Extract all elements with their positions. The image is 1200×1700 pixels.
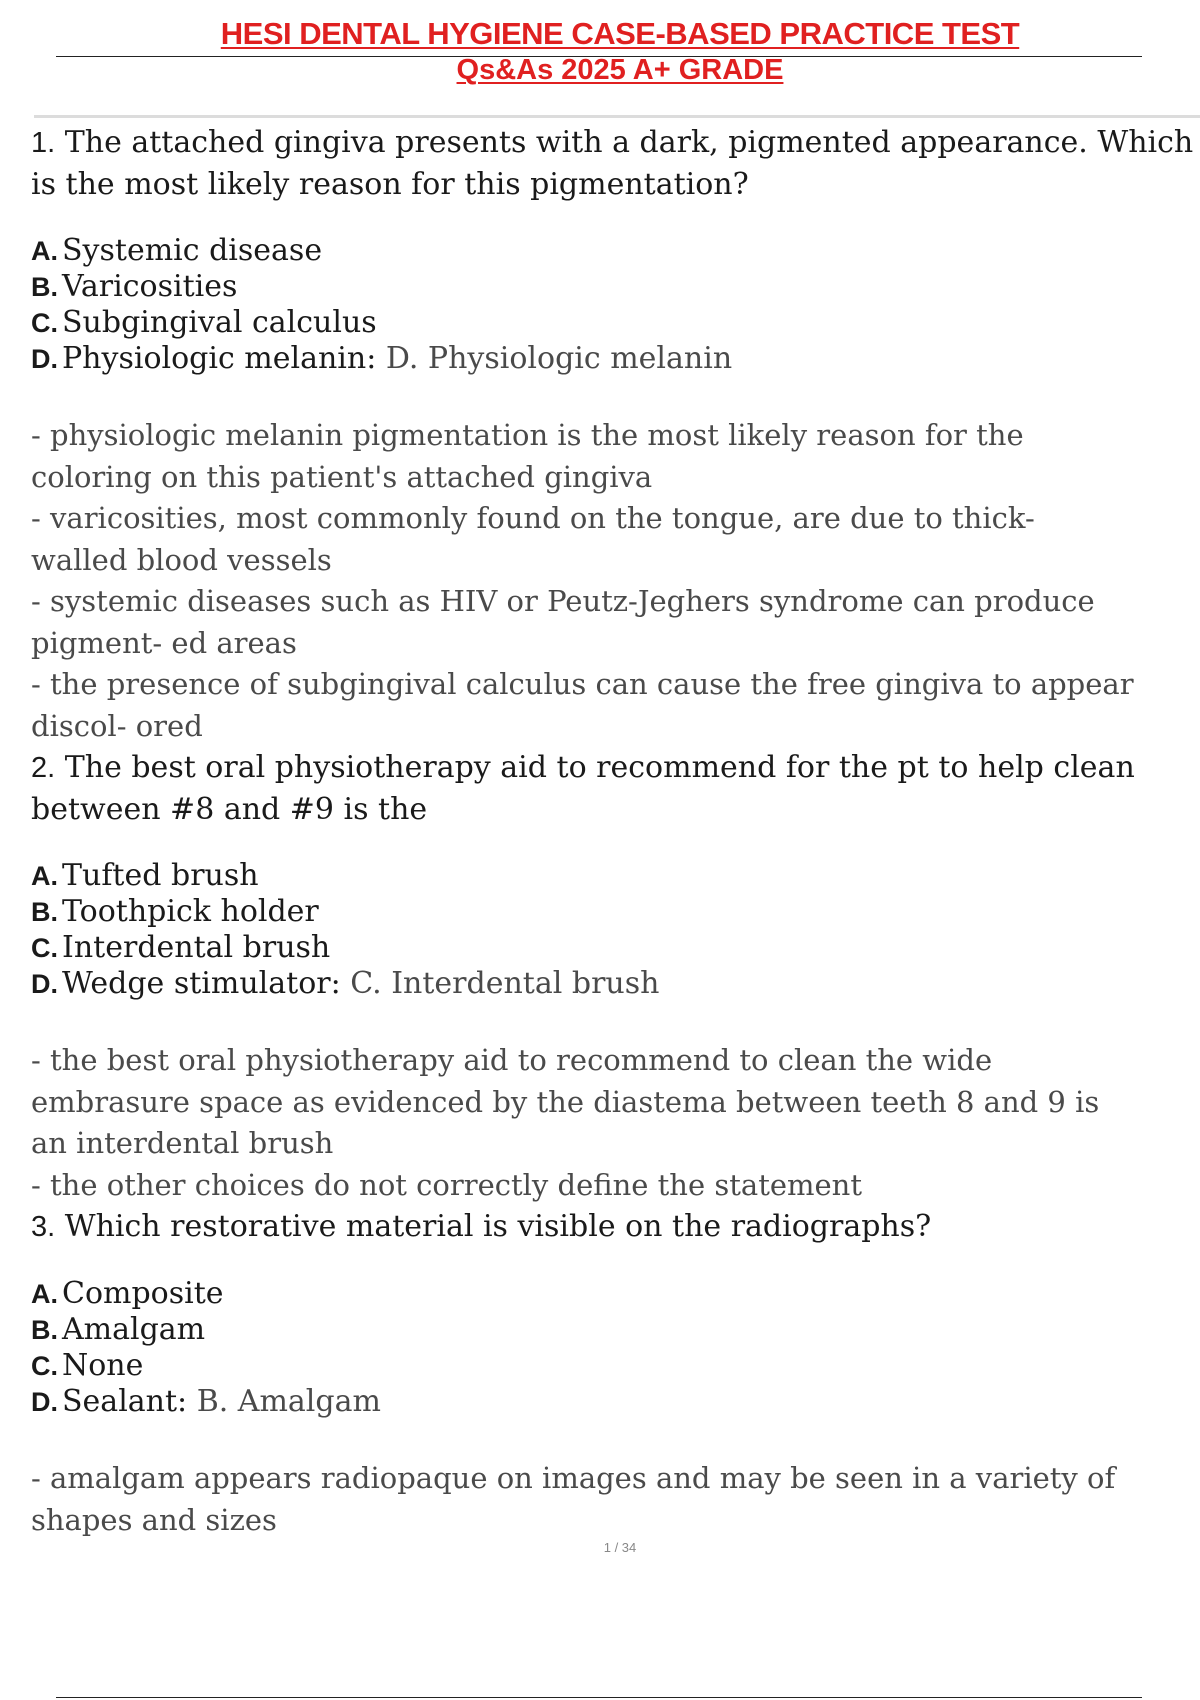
page-number: 1 / 34 [603,1540,637,1555]
content-separator [34,115,1200,118]
document-subtitle: Qs&As 2025 A+ GRADE [456,54,784,86]
option-b: B. Varicosities [31,269,238,304]
explanation: - the best oral physiotherapy aid to recommend to clean the wide embrasure space as evidenced by the diastema between teeth 8 and 9 is an interdental brush - the other choices do not correctly define the statement [31,1043,1100,1202]
option-b: B. Toothpick holder [31,894,319,929]
question-2 [31,747,1200,1206]
question-3 [31,1206,1200,1541]
answer-options [31,233,1200,377]
footer-rule [56,1697,1142,1698]
option-d: D. Sealant: B. Amalgam [31,1384,381,1419]
option-a: A. Composite [31,1276,224,1311]
option-a: A. Tufted brush [31,858,259,893]
explanation: - physiologic melanin pigmentation is the most likely reason for the coloring on this patient's attached gingiva - varicosities, most commonly found on the tongue, are due to thick- walled blood vessels - systemic diseases such as HIV or Peutz-Jeghers syndrome can produce pigment- ed areas - the presence of subgingival calculus can cause the free gingiva to appear discol- ored [31,418,1134,743]
question-1 [31,122,1200,747]
question-text: 2. The best oral physiotherapy aid to recommend for the pt to help clean between #8 and #9 is the [31,750,1135,827]
question-text: 3. Which restorative material is visible on the radiographs? [31,1209,932,1244]
answer-options [31,1276,1200,1420]
option-b: B. Amalgam [31,1312,206,1347]
correct-answer: B. Amalgam [187,1384,381,1419]
question-text: 1. The attached gingiva presents with a dark, pigmented appearance. Which is the most likely reason for this pigmentation? [31,125,1194,202]
correct-answer: D. Physiologic melanin [376,341,733,376]
document-title: HESI DENTAL HYGIENE CASE-BASED PRACTICE TEST [220,16,1020,51]
option-d: D. Wedge stimulator: C. Interdental brush [31,966,660,1001]
answer-options [31,858,1200,1002]
option-c: C. Subgingival calculus [31,305,377,340]
option-a: A. Systemic disease [31,233,323,268]
correct-answer: C. Interdental brush [340,966,660,1001]
option-d: D. Physiologic melanin: D. Physiologic melanin [31,341,733,376]
option-c: C. Interdental brush [31,930,331,965]
questions-list [31,122,1200,1541]
explanation: - amalgam appears radiopaque on images and may be seen in a variety of shapes and sizes [31,1461,1116,1537]
option-c: C. None [31,1348,144,1383]
